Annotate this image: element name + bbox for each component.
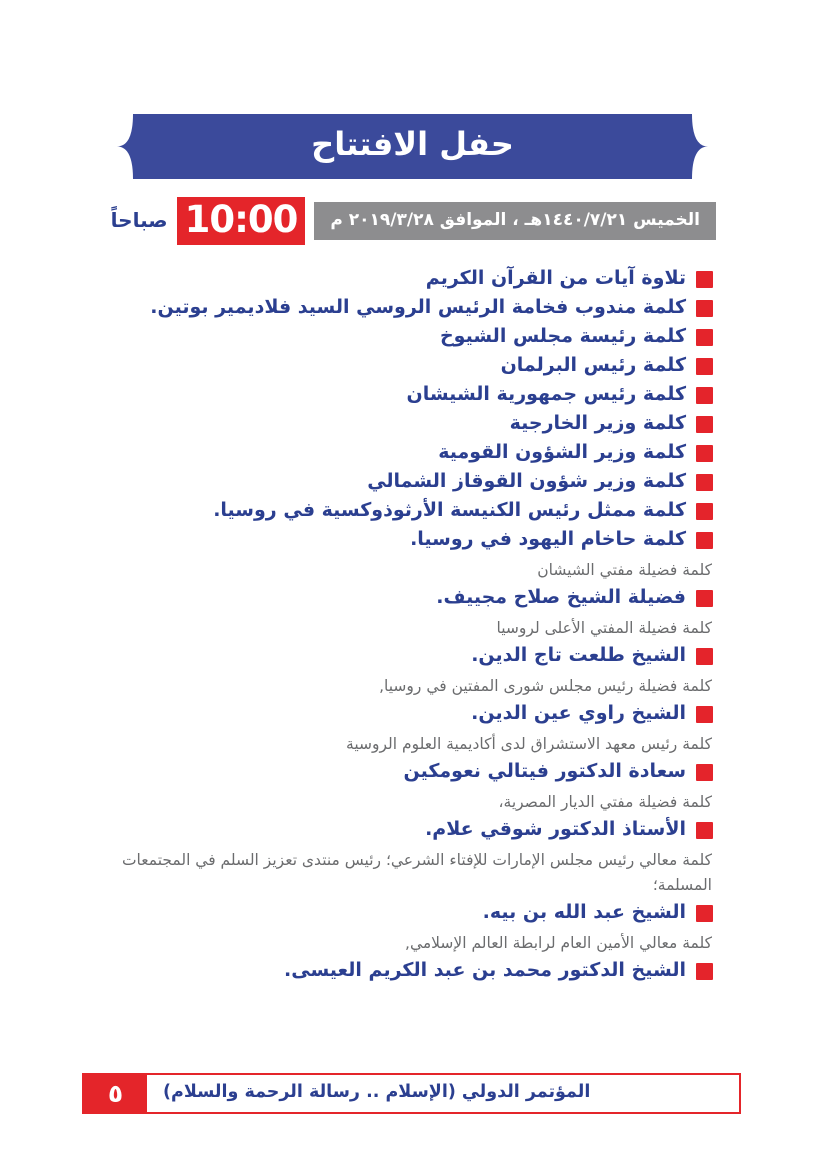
red-square-bullet-icon [696, 905, 713, 922]
red-square-bullet-icon [696, 300, 713, 317]
agenda-item [110, 326, 713, 347]
red-square-bullet-icon [696, 329, 713, 346]
time-badge: 10:00 [177, 197, 306, 245]
agenda-item [110, 413, 713, 434]
agenda-item [110, 819, 713, 840]
red-square-bullet-icon [696, 503, 713, 520]
agenda-item [110, 645, 713, 666]
agenda-item [110, 384, 713, 405]
agenda-item [110, 960, 713, 981]
agenda-item [110, 529, 713, 550]
agenda-item-description: كلمة فضيلة مفتي الشيشان [537, 561, 712, 579]
time-period-label: صباحاً [110, 208, 168, 232]
agenda-item-description: كلمة فضيلة مفتي الديار المصرية، [498, 793, 712, 811]
red-square-bullet-icon [696, 706, 713, 723]
agenda-list [110, 268, 713, 989]
red-square-bullet-icon [696, 963, 713, 980]
red-square-bullet-icon [696, 590, 713, 607]
agenda-item-text: كلمة وزير شؤون القوقاز الشمالي [367, 470, 686, 492]
agenda-item-text: كلمة رئيس جمهورية الشيشان [406, 383, 686, 405]
date-bar: الخميس ١٤٤٠/٧/٢١هـ ، الموافق ٢٠١٩/٣/٢٨ م [314, 202, 716, 240]
conference-title: المؤتمر الدولي (الإسلام .. رسالة الرحمة والسلام) [163, 1082, 591, 1102]
agenda-item-text: كلمة رئيسة مجلس الشيوخ [439, 325, 686, 347]
agenda-item [110, 471, 713, 492]
agenda-item [110, 703, 713, 724]
agenda-item-description: كلمة فضيلة المفتي الأعلى لروسيا [496, 619, 712, 637]
red-square-bullet-icon [696, 764, 713, 781]
agenda-item-text: تلاوة آيات من القرآن الكريم [425, 267, 686, 289]
agenda-item [110, 500, 713, 521]
agenda-item-text: الشيخ طلعت تاج الدين. [471, 644, 686, 666]
agenda-item-description: كلمة معالي رئيس مجلس الإمارات للإفتاء الشرعي؛ رئيس منتدى تعزيز السلم في المجتمعات المسلمة؛ [121, 851, 712, 894]
red-square-bullet-icon [696, 648, 713, 665]
agenda-item-text: الأستاذ الدكتور شوقي علام. [425, 818, 686, 840]
agenda-item-text: كلمة وزير الشؤون القومية [438, 441, 686, 463]
page-footer [82, 1073, 741, 1114]
page-title: حفل الافتتاح [311, 124, 514, 163]
red-square-bullet-icon [696, 474, 713, 491]
agenda-item-text: كلمة ممثل رئيس الكنيسة الأرثوذوكسية في روسيا. [213, 499, 686, 521]
red-square-bullet-icon [696, 358, 713, 375]
agenda-item-description: كلمة فضيلة رئيس مجلس شورى المفتين في روسيا, [379, 677, 712, 695]
agenda-item-text: كلمة مندوب فخامة الرئيس الروسي السيد فلاديمير بوتين. [150, 296, 686, 318]
red-square-bullet-icon [696, 532, 713, 549]
red-square-bullet-icon [696, 387, 713, 404]
agenda-item [110, 442, 713, 463]
agenda-item [110, 297, 713, 318]
agenda-item [110, 902, 713, 923]
red-square-bullet-icon [696, 822, 713, 839]
agenda-item-text: كلمة حاخام اليهود في روسيا. [410, 528, 686, 550]
page-number-badge: ٥ [84, 1075, 147, 1112]
agenda-item-text: كلمة وزير الخارجية [509, 412, 686, 434]
agenda-item [110, 761, 713, 782]
agenda-item-text: الشيخ الدكتور محمد بن عبد الكريم العيسى. [284, 959, 686, 981]
agenda-item-text: فضيلة الشيخ صلاح مجييف. [436, 586, 686, 608]
agenda-item [110, 587, 713, 608]
red-square-bullet-icon [696, 445, 713, 462]
agenda-item-text: سعادة الدكتور فيتالي نعومكين [403, 760, 686, 782]
agenda-item [110, 355, 713, 376]
schedule-header [0, 197, 716, 245]
agenda-item-text: الشيخ عبد الله بن بيه. [482, 901, 686, 923]
red-square-bullet-icon [696, 271, 713, 288]
agenda-item [110, 268, 713, 289]
agenda-item-description: كلمة معالي الأمين العام لرابطة العالم الإسلامي, [405, 934, 712, 952]
red-square-bullet-icon [696, 416, 713, 433]
section-banner [117, 114, 708, 179]
agenda-item-text: كلمة رئيس البرلمان [500, 354, 686, 376]
agenda-item-description: كلمة رئيس معهد الاستشراق لدى أكاديمية العلوم الروسية [346, 735, 712, 753]
agenda-item-text: الشيخ راوي عين الدين. [471, 702, 686, 724]
